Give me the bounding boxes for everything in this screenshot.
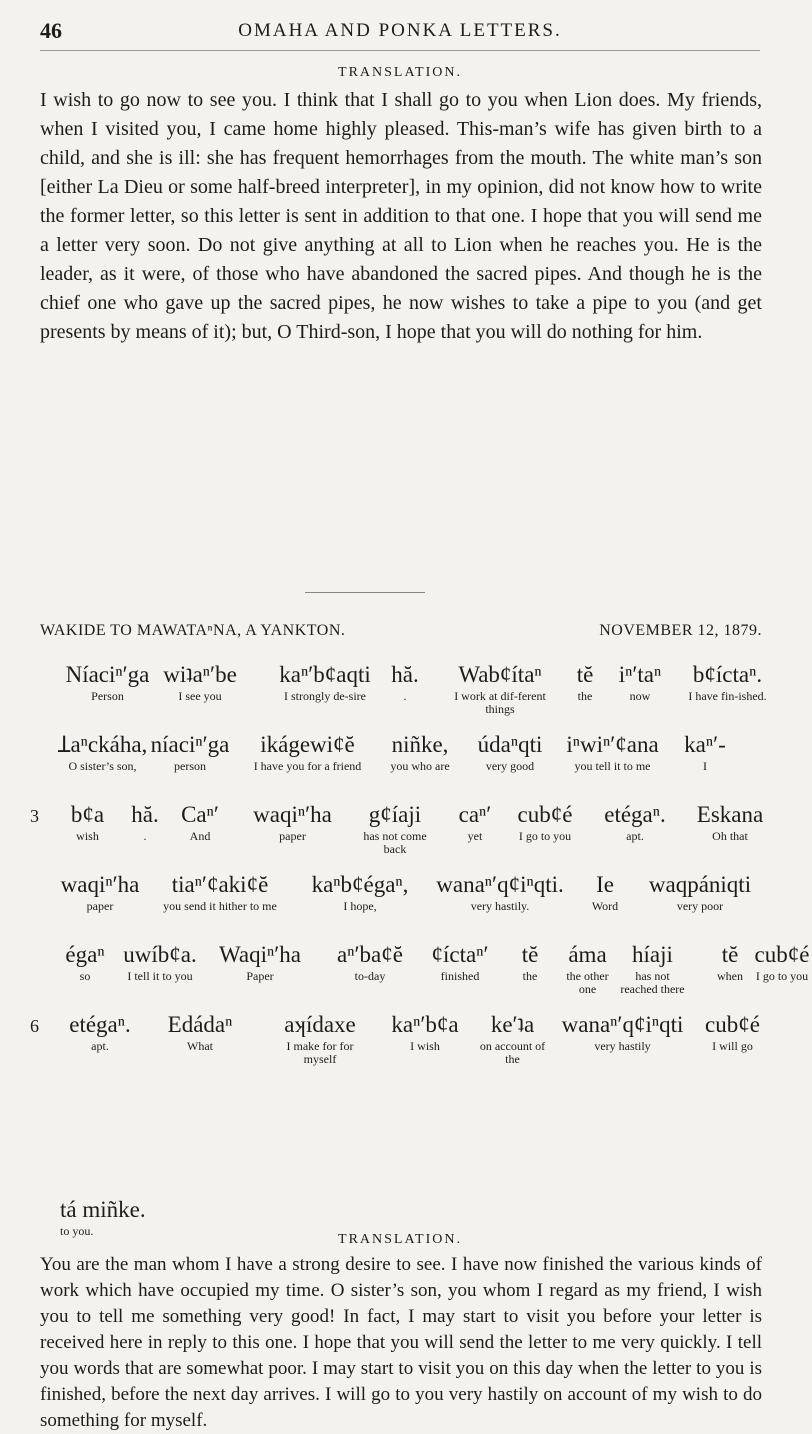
word-pair <box>590 800 680 843</box>
word-pair <box>245 730 370 773</box>
word-pair <box>695 1010 770 1053</box>
native-word: iⁿ′taⁿ <box>618 662 662 687</box>
gloss-word: I tell it to you <box>127 969 193 983</box>
gloss-word: person <box>174 759 206 773</box>
gloss-word: the <box>577 689 593 703</box>
gloss-word: yet <box>467 829 483 843</box>
native-word: kaⁿ′bȼa <box>391 1012 459 1037</box>
word-pair <box>120 940 200 983</box>
native-word: ȼíctaⁿ′ <box>431 942 489 967</box>
gloss-word: the <box>522 969 538 983</box>
gloss-word: very poor <box>676 899 724 913</box>
word-pair <box>385 660 425 703</box>
word-pair <box>330 940 410 983</box>
word-pair <box>270 1010 370 1066</box>
word-pair <box>560 940 615 996</box>
gloss-word: Paper <box>246 969 274 983</box>
word-pair <box>175 800 225 843</box>
word-pair <box>440 660 560 716</box>
gloss-word: to you. <box>60 1224 94 1238</box>
gloss-word: I strongly de-sire <box>284 689 366 703</box>
gloss-word: very hastily. <box>470 899 530 913</box>
native-word: iⁿwiⁿ′ȼana <box>566 732 659 757</box>
word-pair <box>420 940 500 983</box>
native-word: kaⁿ′bȼaqti <box>279 662 371 687</box>
native-word: niñke, <box>391 732 449 757</box>
gloss-word: apt. <box>626 829 644 843</box>
gloss-word: apt. <box>91 1039 109 1053</box>
word-pair <box>585 870 625 913</box>
word-pair <box>570 660 600 703</box>
gloss-word: I have you for a friend <box>253 759 362 773</box>
word-pair <box>210 940 310 983</box>
native-word: áma <box>568 942 607 967</box>
word-pair <box>60 940 110 983</box>
native-word: hă. <box>391 662 419 687</box>
gloss-word: when <box>717 969 743 983</box>
word-pair <box>620 940 685 996</box>
native-word: Ie <box>596 872 614 897</box>
interlinear-line <box>0 730 800 800</box>
gloss-word: I go to you <box>755 969 809 983</box>
gloss-word: I work at dif-ferent things <box>454 689 546 716</box>
word-pair <box>680 660 775 703</box>
word-pair <box>555 730 670 773</box>
native-word: wiʇaⁿ′be <box>163 662 237 687</box>
gloss-word: I have fin-ished. <box>688 689 767 703</box>
native-word: etégaⁿ. <box>604 802 666 827</box>
word-pair <box>265 660 385 703</box>
gloss-word: wish <box>76 829 99 843</box>
word-pair <box>380 730 460 773</box>
word-pair <box>125 800 165 843</box>
page-header <box>40 18 760 48</box>
native-word: bȼíctaⁿ. <box>692 662 763 687</box>
interlinear-line <box>0 1010 800 1080</box>
word-pair <box>680 730 730 773</box>
word-pair <box>470 730 550 773</box>
gloss-word: very good <box>485 759 535 773</box>
native-word: ke′ʇa <box>490 1012 535 1037</box>
native-word: Eskana <box>696 802 764 827</box>
word-pair <box>450 800 500 843</box>
word-pair <box>60 1010 140 1053</box>
word-pair <box>60 800 115 843</box>
native-word: bȼa <box>70 802 105 827</box>
word-pair <box>430 870 570 913</box>
native-word: aⁿ′baȼĕ <box>337 942 403 967</box>
native-word: cubȼé <box>754 942 810 967</box>
letter-title-line <box>40 622 762 640</box>
gloss-word: . <box>403 689 407 703</box>
gloss-word: has not reached there <box>620 969 685 996</box>
gloss-word: to-day <box>354 969 386 983</box>
word-pair <box>510 800 580 843</box>
word-pair <box>640 870 760 913</box>
native-word: égaⁿ <box>65 942 105 967</box>
translation-paragraph-2: You are the man whom I have a strong desire to see. I have now finished the various kinds of work which have occupied my time. O sister’s son, you whom I regard as my friend, I wish you to tell me something very good! In fact, I may start to visit you before your letter is received here in reply to this one. I hope that you will send the letter to me very quickly. I tell you words that are somewhat poor. I may start to visit you on this day when the letter to you is finished, before the next day arrives. I will go to you very hastily on account of my wish to do something for myself. <box>40 1254 762 1431</box>
gloss-word: What <box>187 1039 213 1053</box>
native-word: uwíbȼa. <box>123 942 197 967</box>
gloss-word: Word <box>591 899 619 913</box>
native-word: hă. <box>131 802 159 827</box>
gloss-word: so <box>79 969 91 983</box>
native-word: Edádaⁿ <box>167 1012 233 1037</box>
line-number: 6 <box>30 1016 39 1036</box>
word-pair <box>752 940 812 983</box>
native-word: híaji <box>632 942 673 967</box>
gloss-word: paper <box>86 899 114 913</box>
word-pair <box>145 730 235 773</box>
word-pair <box>710 940 750 983</box>
native-word: níaciⁿ′ga <box>150 732 230 757</box>
gloss-word: the other one <box>566 969 609 996</box>
word-pair <box>475 1010 550 1066</box>
gloss-word: paper <box>279 829 306 843</box>
word-pair <box>150 870 290 913</box>
gloss-word: I see you <box>178 689 222 703</box>
native-word: Níaciⁿ′ga <box>65 662 150 687</box>
interlinear-line <box>0 870 800 940</box>
gloss-word: I make for for myself <box>286 1039 354 1066</box>
gloss-word: now <box>629 689 651 703</box>
letter-title: WAKIDE TO MAWATAⁿNA, A YANKTON. <box>40 622 346 639</box>
section-divider <box>305 592 425 593</box>
native-word: aʞídaxe <box>284 1012 356 1037</box>
gloss-word: I will go <box>712 1039 753 1053</box>
word-pair <box>150 1010 250 1053</box>
native-word: tá miñke. <box>60 1197 146 1222</box>
word-pair <box>60 870 140 913</box>
interlinear-line <box>0 660 800 730</box>
gloss-word: O sister’s son, <box>68 759 137 773</box>
translation-paragraph-1: I wish to go now to see you. I think that I shall go to you when Lion does. My friends, when I visited you, I came home highly pleased. This-man’s wife has given birth to a child, and she is ill: she has frequent hemorrhages from the mouth. The white man’s son [either La Dieu or some half-breed interpreter], in my opinion, did not know how to write the former letter, so this letter is sent in addition to that one. I hope that you will send me a letter very soon. Do not give anything at all to Lion when he reaches you. He is the leader, as it were, of those who have abandoned the sacred pipes. And though he is the chief one who gave up the sacred pipes, he now wishes to take a pipe to you (and get presents by means of it); but, O Third-son, I hope that you will do nothing for him. <box>40 89 762 343</box>
native-word: waqpániqti <box>648 872 752 897</box>
gloss-word: I go to you <box>518 829 572 843</box>
native-word: cubȼé <box>705 1012 760 1037</box>
word-pair <box>355 800 435 856</box>
running-head: OMAHA AND PONKA LETTERS. <box>238 20 562 41</box>
native-word: Ʇaⁿckáha, <box>57 732 148 757</box>
gloss-word: I wish <box>410 1039 440 1053</box>
gloss-word: finished <box>440 969 480 983</box>
native-word: údaⁿqti <box>477 732 543 757</box>
gloss-word: on account of the <box>479 1039 546 1066</box>
word-pair <box>690 800 770 843</box>
gloss-word: And <box>189 829 211 843</box>
word-pair <box>55 730 150 773</box>
gloss-word: has not come back <box>363 829 427 856</box>
native-word: caⁿ′ <box>458 802 492 827</box>
gloss-word: I <box>703 759 707 773</box>
native-word: wanaⁿ′qȼiⁿqti <box>561 1012 684 1037</box>
native-word: tĕ <box>721 942 739 967</box>
translation-heading-1: TRANSLATION. <box>338 65 462 80</box>
word-pair <box>305 870 415 913</box>
gloss-word: Person <box>91 689 124 703</box>
native-word: tĕ <box>521 942 539 967</box>
word-pair <box>240 800 345 843</box>
native-word: cubȼé <box>517 802 573 827</box>
native-word: wanaⁿ′qȼiⁿqti. <box>436 872 564 897</box>
native-word: Waqiⁿ′ha <box>219 942 301 967</box>
native-word: tĕ <box>576 662 594 687</box>
interlinear-line <box>0 940 810 1010</box>
native-word: tiaⁿ′ȼakiȼĕ <box>171 872 269 897</box>
native-word: ikágewiȼĕ <box>260 732 355 757</box>
native-word: Caⁿ′ <box>181 802 219 827</box>
gloss-word: very hastily <box>594 1039 651 1053</box>
word-pair <box>510 940 550 983</box>
native-word: Wabȼítaⁿ <box>458 662 542 687</box>
native-word: kaⁿbȼégaⁿ, <box>311 872 409 897</box>
interlinear-line <box>0 800 800 870</box>
word-pair <box>610 660 670 703</box>
translation-heading-2: TRANSLATION. <box>338 1232 462 1247</box>
word-pair <box>150 660 250 703</box>
gloss-word: you who are <box>390 759 450 773</box>
gloss-word: you tell it to me <box>574 759 651 773</box>
gloss-word: Oh that <box>712 829 748 843</box>
native-word: gȼíaji <box>368 802 422 827</box>
page-number: 46 <box>40 18 62 43</box>
header-rule <box>40 50 760 51</box>
gloss-word: . <box>143 829 147 843</box>
word-pair <box>560 1010 685 1053</box>
word-pair <box>60 660 155 703</box>
native-word: waqiⁿ′ha <box>253 802 332 827</box>
line-number: 3 <box>30 806 39 826</box>
native-word: kaⁿ′- <box>684 732 726 757</box>
gloss-word: you send it hither to me <box>163 899 277 913</box>
native-word: waqiⁿ′ha <box>60 872 140 897</box>
word-pair <box>385 1010 465 1053</box>
gloss-word: I hope, <box>343 899 377 913</box>
letter-date: NOVEMBER 12, 1879. <box>599 622 762 639</box>
native-word: etégaⁿ. <box>69 1012 131 1037</box>
